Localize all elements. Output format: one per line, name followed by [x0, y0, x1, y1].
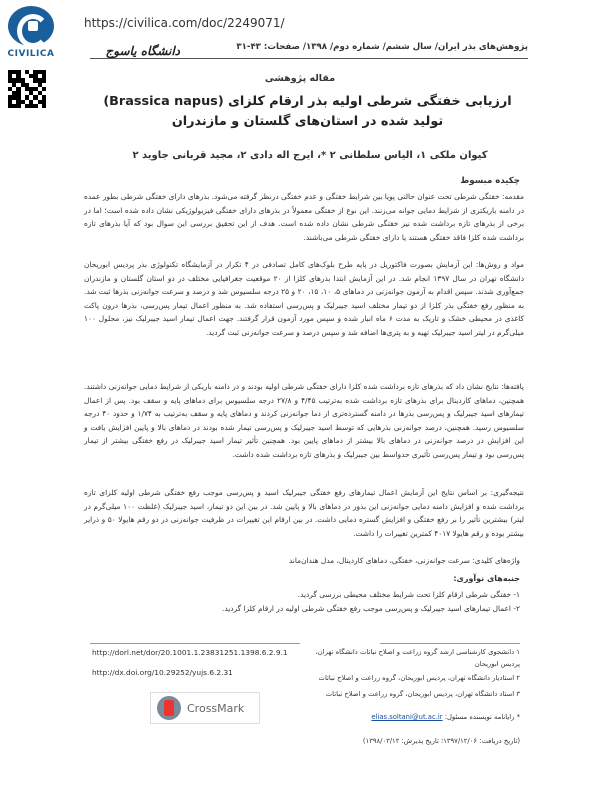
- abstract-conclusion: نتیجه‌گیری: بر اساس نتایج این آزمایش اعمال تیمارهای رفع خفتگی جیبرلیک اسید و پس‌رسی موجب رفع خفتگی شرطی اولیه کلزای تازه برداشت شده و افزایش دامنه دمایی جوانه‌زنی این بذور در دماهای بالا و پایین شد. در بین این دو تیمار، اسید جیبرلیک (غلظت ۱۰۰ میلی‌گرم در لیتر) بیشترین تأثیر را بر رفع خفتگی و افزایش گستره دمایی داشت. در بین ارقام این تغییرات در ظرفیت جوانه‌زنی در دو رقم هایولا ۵۰ و ذرایر بیشتر بوده و رقم هایولا ۴۰۱۷ کمترین تغییرات را داشت.: [84, 488, 525, 538]
- crossmark-icon: [157, 696, 181, 720]
- crossmark-badge[interactable]: [150, 692, 260, 724]
- author-list: کیوان ملکی ۱، الیاس سلطانی ۲ *، ایرج اله دادی ۲، مجید قربانی جاوید ۲: [132, 150, 488, 161]
- article-title: ارزیابی خفتگی شرطی اولیه بذر ارقام کلزای (Brassica napus) تولید شده در استان‌های گلستان و مازندران: [103, 94, 512, 129]
- civilica-logo[interactable]: [4, 6, 58, 66]
- abstract-methods: مواد و روش‌ها: این آزمایش بصورت فاکتوریل در پایه طرح بلوک‌های کامل تصادفی در ۴ تکرار در آزمایشگاه تکنولوژی بذر پردیس ابوریحان دانشگاه تهران در سال ۱۳۹۷ انجام شد. در این آزمایش ابتدا بذرهای کلزا از ۲۰ موقعیت جغرافیایی مختلف در دو استان گلستان و مازندران جمع‌آوری شدند. سپس اقدام به آزمون جوانه‌زنی در دماهای ۵، ۱۰، ۱۵، ۲۰ و ۲۵ درجه سلسیوس شد و درصد و سرعت جوانه‌زنی بذرها ثبت شد. به منظور رفع خفتگی بذر کلزا از دو تیمار مختلف اسید جیبرلیک و پس‌رسی استفاده شد. به منظور اعمال تیمار پس‌رسی، بذرها درون پاکت کاغذی در محیطی خشک و تاریک به مدت ۶ ماه انبار شده و سپس مورد آزمون قرار گرفتند. جهت اعمال تیمار اسید جیبرلیک نیز، محلول ۱۰۰ میلی‌گرم در لیتر اسید جیبرلیک تهیه و به پتری‌ها اضافه شد و سپس درصد و سرعت جوانه‌زنی ثبت گردید.: [84, 260, 524, 337]
- highlight-item: ۲- اعمال تیمارهای اسید جیبرلیک و پس‌رسی موجب رفع خفتگی شرطی اولیه در ارقام کلزا گردید.: [221, 604, 520, 613]
- university-logo: دانشگاه یاسوج: [105, 44, 180, 58]
- civilica-logo-word: CIVILICA: [7, 49, 55, 59]
- keywords: واژه‌های کلیدی: سرعت جوانه‌زنی، خفتگی، دماهای کاردینال، مدل هندان‌ماند: [288, 556, 520, 565]
- received-accepted-dates: (تاریخ دریافت: ۱۳۹۷/۱۲/۰۶؛ تاریخ پذیرش: ۱۳۹۸/۰۳/۱۲): [362, 737, 520, 745]
- journal-citation: پژوهش‌های بذر ایران/ سال ششم/ شماره دوم/ ۱۳۹۸/ صفحات: ۴۳-۳۱: [236, 42, 528, 52]
- email-link[interactable]: elias.soltani@ut.ac.ir: [371, 713, 443, 721]
- footnote-affiliation-1: ۱ دانشجوی کارشناسی ارشد گروه زراعت و اصلاح نباتات دانشگاه تهران، پردیس ابوریحان: [315, 648, 520, 668]
- highlight-item: ۱- خفتگی شرطی ارقام کلزا تحت شرایط مختلف محیطی بررسی گردید.: [297, 590, 520, 599]
- footnote-affiliation-3: ۳ استاد دانشگاه تهران، پردیس ابوریحان، گروه زراعت و اصلاح نباتات: [325, 690, 520, 698]
- crossmark-label: CrossMark: [187, 701, 245, 715]
- footer-divider-right: [380, 643, 520, 644]
- footer-divider-left: [90, 643, 300, 644]
- footnote-affiliation-2: ۲ استادیار دانشگاه تهران، پردیس ابوریحان، گروه زراعت و اصلاح نباتات: [318, 674, 520, 682]
- highlights-heading: جنبه‌های نوآوری:: [453, 574, 520, 583]
- dor-link[interactable]: http://dorl.net/dor/20.1001.1.23831251.1398.6.2.9.1: [92, 648, 288, 657]
- abstract-introduction: مقدمه: خفتگی شرطی تحت عنوان حالتی پویا بین شرایط خفتگی و عدم خفتگی درنظر گرفته می‌شود. بذرهای دارای خفتگی شرطی بطور عمده در دامنه باریکتری از شرایط دمایی جوانه می‌زنند. این نوع از خفتگی معمولاً در بذرهای دارای خفتگی فیزیولوژیکی نشان داده شده است؛ اما در برخی از بذرهای تازه برداشت شده نیز خفتگی شرطی نشان داده شده است. هدف از این تحقیق بررسی این سوال بود که آیا بذرهای تازه برداشت شده کلزا فاقد خفتگی هستند یا دارای خفتگی شرطی می‌باشند.: [84, 192, 524, 242]
- document-url[interactable]: https://civilica.com/doc/2249071/: [84, 16, 285, 30]
- abstract-results: یافته‌ها: نتایج نشان داد که بذرهای تازه برداشت شده کلزا دارای خفتگی شرطی اولیه بودند و در دامنه باریکی از شرایط دمایی جوانه‌زنی داشتند. همچنین، دماهای کاردینال برای بذرهای تازه برداشت شده به‌ترتیب ۴/۴۵ و ۲۷/۸ درجه سلسیوس برای دماهای پایه و سقف بود. پس از اعمال تیمارهای اسید جیبرلیک و پس‌رسی بذرها در دامنه گسترده‌تری از دما جوانه‌زنی کردند و دماهای پایه و سقف به‌ترتیب به ۱/۷۴ و حدود ۴۰ درجه سلسیوس رسید. همچنین، درصد جوانه‌زنی بذرهایی که توسط اسید جیبرلیک و پس‌رسی تیمار شده بودند در دماهای بالا و پایین افزایش یافت و این افزایش در درصد جوانه‌زنی در دماهای بالا بیشتر از دماهای پایین بود. همچنین تأثیر تیمار اسید جیبرلیک در رفع خفتگی بیشتر از تیمار پس‌رسی بود و تیمار پس‌رسی تأثیری حدواسط بین جیبرلیک و بذرهای تازه برداشت شده داشت.: [84, 382, 524, 459]
- abstract-heading: چکیده مبسوط: [460, 176, 520, 186]
- civilica-logo-icon: [8, 6, 54, 46]
- article-type: مقاله پژوهشی: [264, 73, 336, 84]
- email-label: * رایانامه نویسنده مسئول:: [444, 713, 520, 721]
- header-divider: [90, 58, 528, 59]
- corresponding-email-line: [371, 713, 520, 721]
- doi-link[interactable]: http://dx.doi.org/10.29252/yujs.6.2.31: [92, 668, 233, 677]
